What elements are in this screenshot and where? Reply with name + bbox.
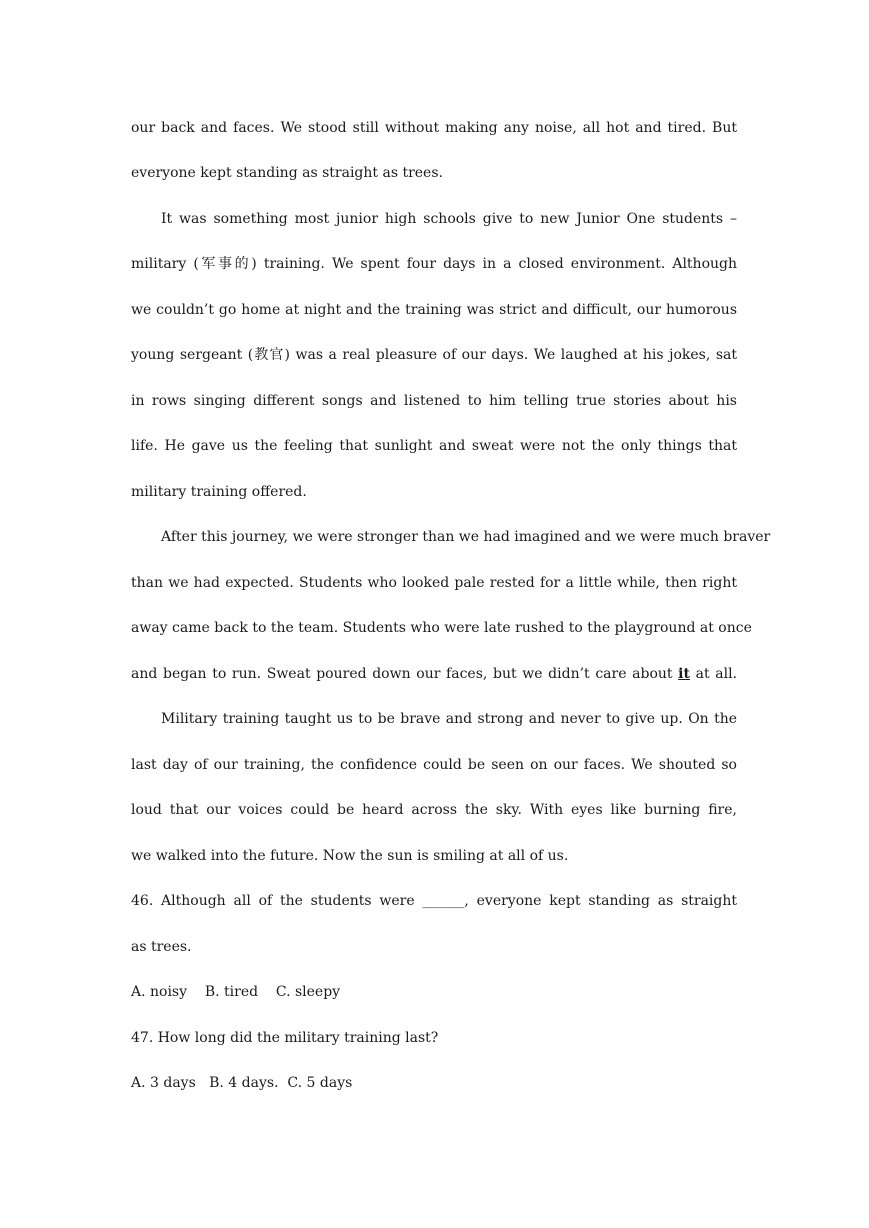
- passage-line: everyone kept standing as straight as trees.: [131, 165, 443, 181]
- passage-line: young sergeant (教官) was a real pleasure of our days. We laughed at his jokes, sat: [131, 347, 737, 363]
- question-47-options: A. 3 days B. 4 days. C. 5 days: [131, 1075, 353, 1091]
- passage-line: last day of our training, the confidence could be seen on our faces. We shouted so: [131, 757, 737, 773]
- passage-line: our back and faces. We stood still without making any noise, all hot and tired. But: [131, 120, 737, 136]
- passage-line: military training offered.: [131, 484, 307, 500]
- passage-line: military (军事的) training. We spent four days in a closed environment. Although: [131, 256, 737, 272]
- passage-line: we couldn’t go home at night and the training was strict and difficult, our humorous: [131, 302, 737, 318]
- question-46-options: A. noisy B. tired C. sleepy: [131, 984, 341, 1000]
- passage-line: Military training taught us to be brave and strong and never to give up. On the: [161, 711, 737, 727]
- question-47-stem: 47. How long did the military training last?: [131, 1030, 439, 1046]
- passage-line: away came back to the team. Students who were late rushed to the playground at once: [131, 620, 752, 636]
- passage-line: loud that our voices could be heard across the sky. With eyes like burning fire,: [131, 802, 737, 818]
- passage-line: After this journey, we were stronger than we had imagined and we were much braver: [161, 529, 771, 545]
- passage-line: in rows singing different songs and listened to him telling true stories about his: [131, 393, 737, 409]
- passage-text: and began to run. Sweat poured down our faces, but we didn’t care about: [131, 666, 679, 682]
- passage-line: [131, 664, 737, 684]
- underlined-word: it: [678, 666, 690, 682]
- passage-line: we walked into the future. Now the sun is smiling at all of us.: [131, 848, 569, 864]
- passage-line: It was something most junior high schools give to new Junior One students –: [161, 211, 737, 227]
- passage-line: than we had expected. Students who looked pale rested for a little while, then right: [131, 575, 737, 591]
- passage-line: life. He gave us the feeling that sunlight and sweat were not the only things that: [131, 438, 737, 454]
- question-46-stem-cont: as trees.: [131, 939, 192, 955]
- question-46-stem: 46. Although all of the students were ______, everyone kept standing as straight: [131, 893, 737, 909]
- passage-text: at all.: [689, 666, 737, 682]
